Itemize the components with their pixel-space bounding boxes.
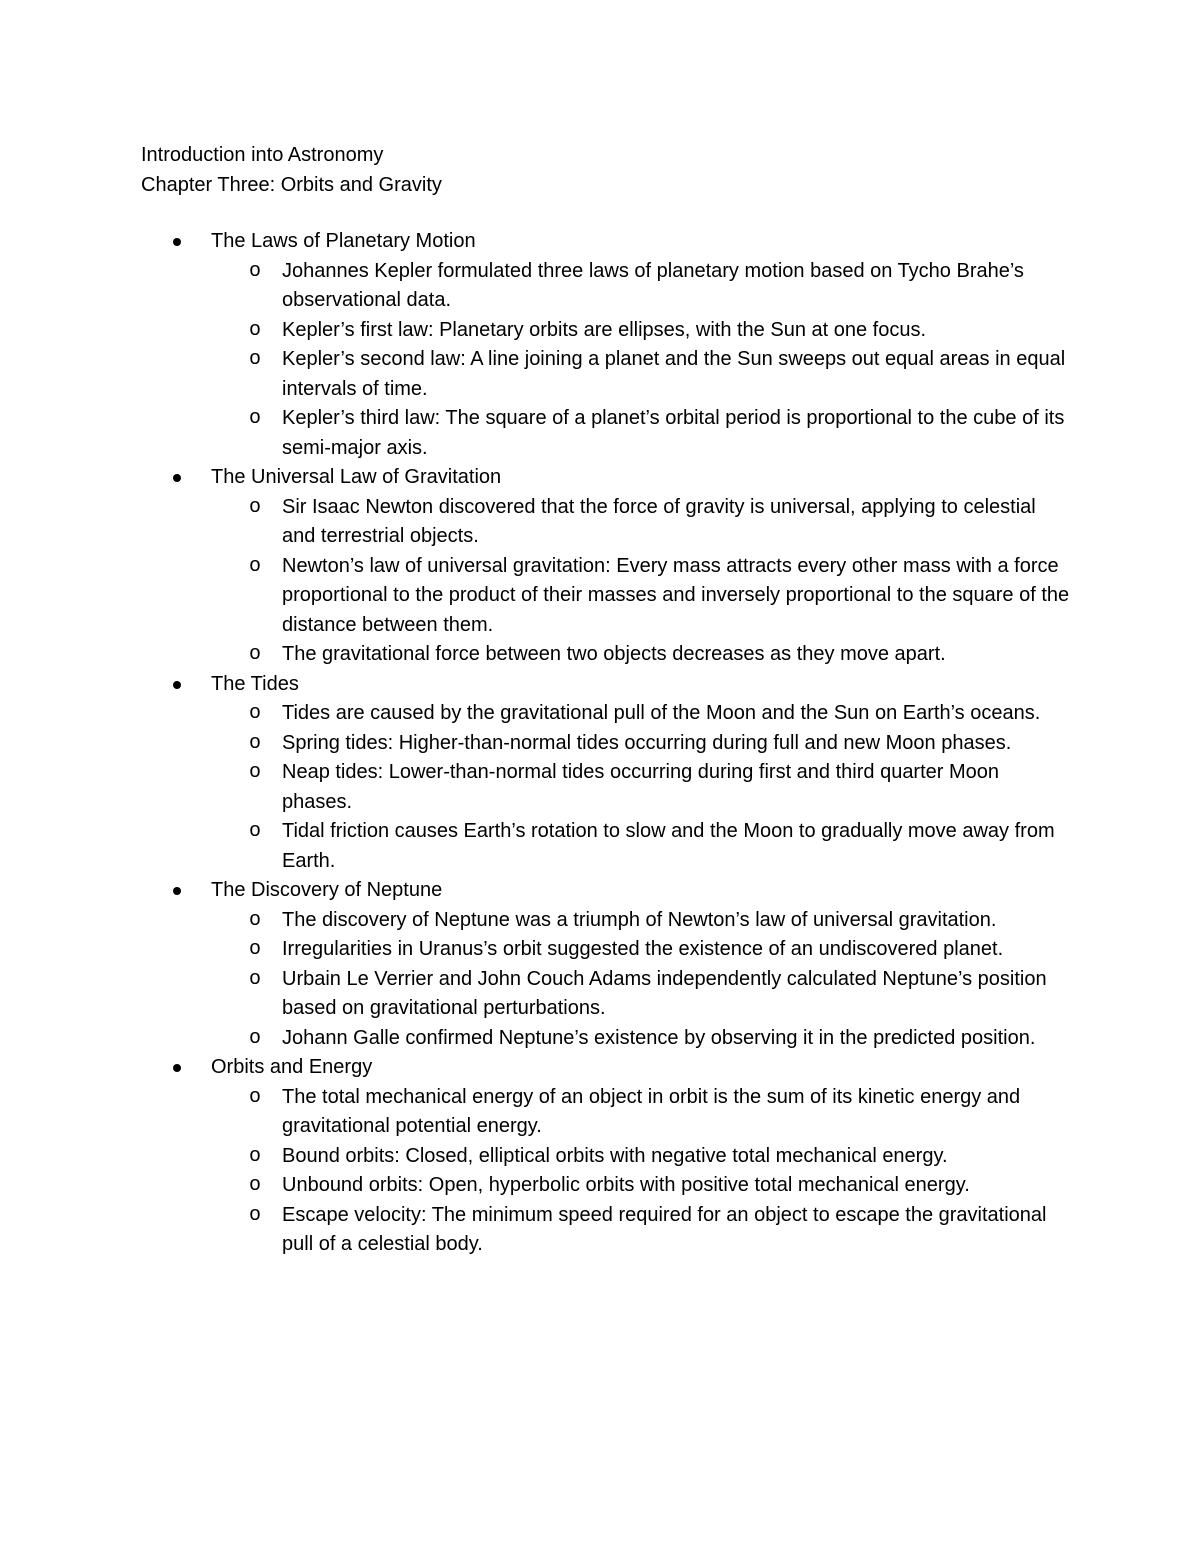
sub-bullet-ring-icon: o — [249, 967, 262, 991]
sub-bullet-ring-icon: o — [249, 1144, 262, 1168]
section-heading: Orbits and Energy — [211, 1056, 373, 1078]
outline-section — [141, 227, 1071, 463]
bullet-dot-icon — [173, 1064, 181, 1072]
sub-bullet-ring-icon: o — [249, 1085, 262, 1109]
section-heading: The Discovery of Neptune — [211, 879, 443, 901]
sub-point-text: Tides are caused by the gravitational pull of the Moon and the Sun on Earth’s oceans. — [282, 702, 1041, 724]
sub-point — [211, 758, 1071, 817]
bullet-dot-icon — [173, 474, 181, 482]
sub-point-list — [211, 1083, 1071, 1260]
sub-point — [211, 906, 1071, 936]
section-list — [141, 227, 1071, 1260]
sub-bullet-ring-icon: o — [249, 495, 262, 519]
sub-bullet-ring-icon: o — [249, 643, 262, 666]
outline-section — [141, 876, 1071, 1053]
sub-bullet-ring-icon: o — [249, 938, 262, 961]
sub-point — [211, 1142, 1071, 1172]
sub-point-text: Johannes Kepler formulated three laws of planetary motion based on Tycho Brahe’s observational data. — [282, 259, 1024, 311]
sub-point-text: Urbain Le Verrier and John Couch Adams independently calculated Neptune’s position based on gravitational perturbations. — [282, 967, 1047, 1019]
sub-point-text: Tidal friction causes Earth’s rotation to slow and the Moon to gradually move away from Earth. — [282, 820, 1055, 872]
sub-point-text: The total mechanical energy of an object in orbit is the sum of its kinetic energy and gravitational potential energy. — [282, 1085, 1021, 1137]
chapter-title: Chapter Three: Orbits and Gravity — [141, 173, 442, 196]
sub-point — [211, 729, 1071, 759]
sub-point-text: Newton’s law of universal gravitation: Every mass attracts every other mass with a force proportional to the product of their masses and inversely proportional to the square of the distance between them. — [282, 554, 1070, 636]
sub-point — [211, 345, 1071, 404]
sub-bullet-ring-icon: o — [249, 761, 262, 784]
section-heading: The Universal Law of Gravitation — [211, 466, 502, 488]
sub-point-list — [211, 906, 1071, 1054]
sub-bullet-ring-icon: o — [249, 731, 262, 755]
sub-point — [211, 257, 1071, 316]
sub-point-list — [211, 257, 1071, 464]
sub-bullet-ring-icon: o — [249, 1174, 262, 1197]
sub-point-text: Neap tides: Lower-than-normal tides occurring during first and third quarter Moon phases. — [282, 761, 1000, 813]
sub-bullet-ring-icon: o — [249, 908, 262, 932]
sub-point-text: The discovery of Neptune was a triumph of Newton’s law of universal gravitation. — [282, 908, 997, 931]
sub-bullet-ring-icon: o — [249, 318, 262, 342]
sub-point — [211, 699, 1071, 729]
blank-line — [141, 200, 1071, 227]
sub-point-text: Johann Galle confirmed Neptune’s existence by observing it in the predicted position. — [282, 1026, 1036, 1049]
sub-point-text: Kepler’s third law: The square of a planet’s orbital period is proportional to the cube of its semi-major axis. — [282, 407, 1065, 459]
sub-point-text: Kepler’s first law: Planetary orbits are ellipses, with the Sun at one focus. — [282, 318, 927, 341]
sub-point-text: Escape velocity: The minimum speed required for an object to escape the gravitational pull of a celestial body. — [282, 1203, 1047, 1255]
section-heading: The Laws of Planetary Motion — [211, 230, 476, 252]
outline-section — [141, 463, 1071, 670]
course-title: Introduction into Astronomy — [141, 144, 384, 166]
sub-point — [211, 817, 1071, 876]
sub-bullet-ring-icon: o — [249, 348, 262, 371]
sub-point — [211, 1171, 1071, 1201]
sub-bullet-ring-icon: o — [249, 407, 262, 430]
sub-point-list — [211, 699, 1071, 876]
sub-point-text: Kepler’s second law: A line joining a planet and the Sun sweeps out equal areas in equal intervals of time. — [282, 348, 1066, 400]
sub-point — [211, 552, 1071, 641]
bullet-dot-icon — [173, 887, 181, 895]
sub-point-text: Bound orbits: Closed, elliptical orbits with negative total mechanical energy. — [282, 1144, 948, 1167]
sub-bullet-ring-icon: o — [249, 1203, 262, 1227]
document-body — [141, 141, 1071, 1260]
sub-point-text: The gravitational force between two objects decreases as they move apart. — [282, 643, 946, 665]
sub-bullet-ring-icon: o — [249, 554, 262, 578]
sub-point — [211, 316, 1071, 346]
sub-point — [211, 1024, 1071, 1054]
sub-point — [211, 493, 1071, 552]
sub-point — [211, 1083, 1071, 1142]
sub-point — [211, 1201, 1071, 1260]
sub-bullet-ring-icon: o — [249, 259, 262, 283]
sub-point-text: Irregularities in Uranus’s orbit suggested the existence of an undiscovered planet. — [282, 938, 1004, 960]
sub-point-text: Spring tides: Higher-than-normal tides occurring during full and new Moon phases. — [282, 731, 1012, 754]
sub-bullet-ring-icon: o — [249, 820, 262, 843]
sub-point-text: Sir Isaac Newton discovered that the force of gravity is universal, applying to celestial and terrestrial objects. — [282, 495, 1036, 547]
sub-point — [211, 965, 1071, 1024]
sub-point — [211, 935, 1071, 965]
bullet-dot-icon — [173, 681, 181, 689]
sub-bullet-ring-icon: o — [249, 702, 262, 725]
outline-section — [141, 670, 1071, 877]
bullet-dot-icon — [173, 238, 181, 246]
sub-point — [211, 640, 1071, 670]
sub-point — [211, 404, 1071, 463]
sub-bullet-ring-icon: o — [249, 1026, 262, 1050]
sub-point-text: Unbound orbits: Open, hyperbolic orbits with positive total mechanical energy. — [282, 1174, 970, 1196]
section-heading: The Tides — [211, 672, 299, 695]
sub-point-list — [211, 493, 1071, 670]
outline-section — [141, 1053, 1071, 1260]
